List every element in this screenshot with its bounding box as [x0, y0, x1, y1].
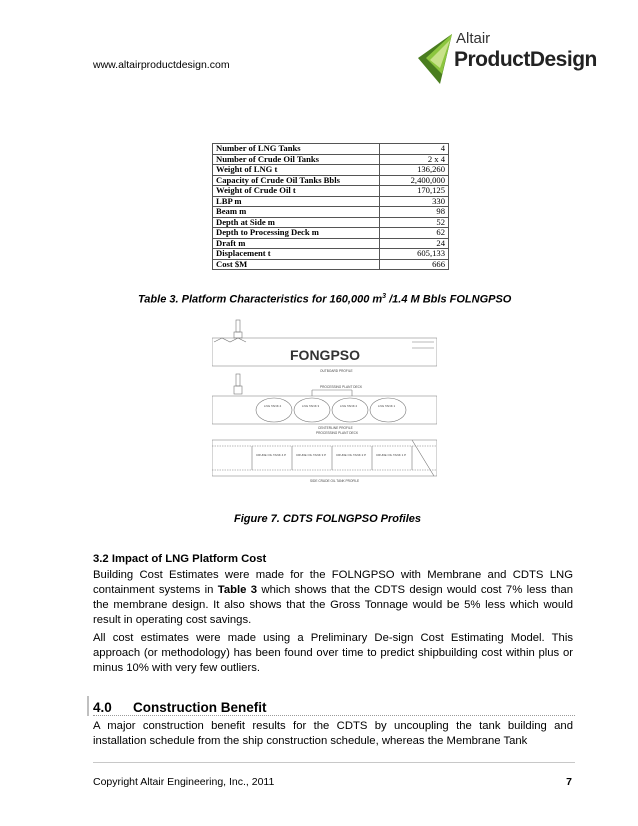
row-label: Displacement t	[213, 249, 380, 260]
table3-caption-sup: 3	[382, 293, 387, 300]
table3-caption-text: Table 3. Platform Characteristics for 160,000 m	[138, 293, 383, 306]
side-profile-label: SIDE CRUDE OIL TANK PROFILE	[310, 479, 360, 483]
row-label: Cost $M	[213, 259, 380, 270]
processing-plant-deck-label-2: PROCESSING PLANT DECK	[316, 431, 359, 435]
figure-title: FONGPSO	[290, 347, 361, 363]
row-value: 4	[380, 144, 449, 155]
centerline-profile-label: CENTERLINE PROFILE	[318, 426, 353, 430]
row-value: 52	[380, 217, 449, 228]
row-value: 330	[380, 196, 449, 207]
row-label: Weight of Crude Oil t	[213, 186, 380, 197]
table-row	[213, 165, 449, 176]
table-row	[213, 196, 449, 207]
logo-text-productdesign: ProductDesign	[454, 48, 597, 71]
logo-leaf-icon	[416, 28, 456, 86]
crude-tank-2-label: CRUDE OIL TANK 2 P	[336, 453, 367, 457]
row-label: Depth at Side m	[213, 217, 380, 228]
table3-caption-text-end: /1.4 M Bbls FOLNGPSO	[386, 293, 512, 306]
section-3-2-paragraph-2: All cost estimates were made using a Preliminary De-sign Cost Estimating Model. This approach (or methodology) has been found over time to predict shipbuilding cost within plus or minus 10% with very few outliers.	[93, 632, 573, 674]
altair-logo	[416, 28, 597, 86]
row-label: Beam m	[213, 207, 380, 218]
table-row	[213, 249, 449, 260]
lng-tank-3-label: LNG TANK 3	[302, 404, 320, 408]
row-value: 2,400,000	[380, 175, 449, 186]
row-value: 98	[380, 207, 449, 218]
row-value: 170,125	[380, 186, 449, 197]
row-value: 136,260	[380, 165, 449, 176]
row-label: Number of Crude Oil Tanks	[213, 154, 380, 165]
crude-tank-4-label: CRUDE OIL TANK 4 P	[256, 453, 287, 457]
section-4-title: Construction Benefit	[133, 700, 267, 715]
section-3-2-heading: 3.2 Impact of LNG Platform Cost	[93, 553, 267, 565]
table-row	[213, 186, 449, 197]
table3-caption	[138, 293, 511, 306]
row-label: Weight of LNG t	[213, 165, 380, 176]
logo-text-altair: Altair	[456, 30, 491, 47]
footer-divider	[93, 762, 575, 763]
row-value: 62	[380, 228, 449, 239]
table-row	[213, 228, 449, 239]
row-label: Depth to Processing Deck m	[213, 228, 380, 239]
section-4-number: 4.0	[93, 700, 112, 715]
lng-tank-1-label: LNG TANK 1	[378, 404, 396, 408]
outboard-profile-label: OUTBOARD PROFILE	[320, 369, 353, 373]
processing-plant-deck-label: PROCESSING PLANT DECK	[320, 385, 363, 389]
table-row	[213, 207, 449, 218]
fongpso-profile-drawing	[212, 318, 437, 498]
table-row	[213, 238, 449, 249]
table-row	[213, 144, 449, 155]
row-value: 24	[380, 238, 449, 249]
lng-tank-4-label: LNG TANK 4	[264, 404, 282, 408]
section-4-heading	[93, 700, 267, 715]
footer-copyright: Copyright Altair Engineering, Inc., 2011	[93, 776, 275, 788]
section-divider	[93, 715, 575, 716]
crude-tank-3-label: CRUDE OIL TANK 3 P	[296, 453, 327, 457]
row-value: 666	[380, 259, 449, 270]
lng-tank-2-label: LNG TANK 2	[340, 404, 358, 408]
platform-characteristics-table	[212, 143, 449, 270]
section-marker-bar	[87, 696, 89, 716]
figure7-caption: Figure 7. CDTS FOLNGPSO Profiles	[234, 513, 422, 525]
table3-reference: Table 3	[217, 584, 258, 596]
row-label: Capacity of Crude Oil Tanks Bbls	[213, 175, 380, 186]
row-label: Draft m	[213, 238, 380, 249]
row-label: Number of LNG Tanks	[213, 144, 380, 155]
section-4-paragraph-1: A major construction benefit results for the CDTS by uncoupling the tank building and installation schedule from the ship construction schedule, whereas the Membrane Tank	[93, 720, 573, 747]
table-row	[213, 175, 449, 186]
table-row	[213, 217, 449, 228]
site-url[interactable]: www.altairproductdesign.com	[93, 59, 230, 71]
row-value: 605,133	[380, 249, 449, 260]
row-label: LBP m	[213, 196, 380, 207]
p1-text-end: which shows that the CDTS design would cost 7% less than the membrane design. It also shows that the Gross Tonnage would be 5% less which would result in operating cost savings.	[93, 584, 573, 626]
row-value: 2 x 4	[380, 154, 449, 165]
p1-text-start: Building Cost Estimates were made for the FOLNGPSO with Membrane and CDTS LNG containment systems in	[93, 569, 573, 596]
table-row	[213, 259, 449, 270]
page-number: 7	[566, 776, 572, 788]
table-row	[213, 154, 449, 165]
crude-tank-1-label: CRUDE OIL TANK 1 P	[376, 453, 407, 457]
section-3-2-paragraph-1	[93, 568, 573, 628]
